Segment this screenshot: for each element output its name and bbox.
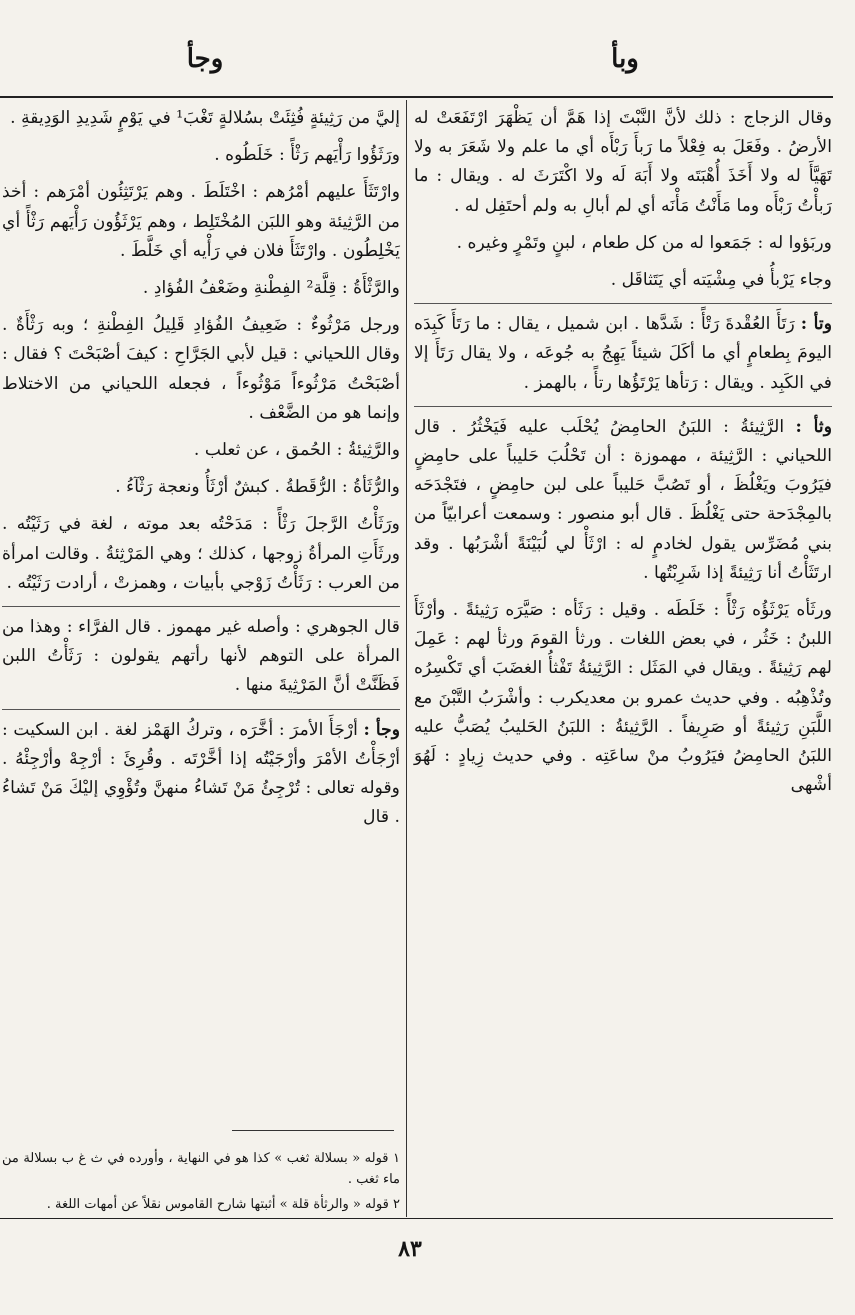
entry-root-heading: وجأ : — [363, 719, 400, 740]
paragraph-text: وربَؤوا له : جَمَعوا له من كل طعام ، لبنٍ وتَمْرٍ وغيره . — [456, 232, 832, 253]
paragraph-text: الرَّثِيئةُ : اللبَنُ الحامِضُ يُحْلَب عليه فَيَخْثُرُ . قال اللحياني : الرَّثِيئة ، مهموزة : أن تَحْلُبَ حَليباً على حامِضٍ فيَرُوبَ ويَغْلُظَ ، أو تَصُبَّ حَليباً على لبن حامِضٍ ، فتَجْدَحَه بالمِجْدَحة حتى يَغْلُظَ . قال أبو منصور : وسمعت أعرابيّاً من بني مُضَرِّس يقول لخادمٍ له : ارْثَأْ لي لُبَيْنَةً أشْرَبُها . وقد ارتَثَأْتُ أنا رَثِيئةً إذا شَرِبْتُها . — [414, 416, 832, 583]
paragraph-text: ورجل مَرْثُوءٌ : ضَعِيفُ الفُؤادِ قَلِيلُ الفِطْنةِ ؛ وبه رَثْأَةٌ . وقال اللحياني : قيل لأبي الجَرَّاحِ : كيفَ أصْبَحْتَ ؟ فقال : أصْبَحْتُ مَرْثُوءاً مَوْثُوءاً ، فجعله اللحياني من الاختلاط وإنما هو من الضَّعْف . — [2, 315, 400, 423]
footnote-2: ٢ قوله « والرثأة قلة » أثبتها شارح القاموس نقلاً عن أمهات اللغة . — [46, 1197, 400, 1212]
header-rule — [0, 96, 833, 98]
right-column — [414, 104, 832, 808]
paragraph — [2, 436, 400, 465]
footnotes — [2, 1148, 400, 1219]
paragraph-text: ورَثَأْتُ الرَّجلَ رَثْأً : مَدَحْتُه بعد موته ، لغة في رَثَيْتُه . ورثَأَتِ المرأةُ زوجها ، كذلك ؛ وهي المَرْثِئةُ . وقالت امرأة من العرب : رَثَأْتُ زَوْجي بأبيات ، وهمزتْ ، أرادت رَثَيْتُه . — [2, 514, 400, 593]
footnote-rule — [232, 1130, 394, 1131]
header-left-entry: وجأ — [186, 44, 224, 74]
paragraph — [414, 596, 832, 800]
paragraph — [2, 178, 400, 266]
paragraph-text: أرْجَأَ الأمرَ : أخَّرَه ، وتركُ الهَمْز لغة . ابن السكيت : أرْجَأْتُ الأمْرَ وأرْجَيْتُه إذا أخَّرْتَه . وقُرِئَ : أرْجِهْ وأرْجِئْهُ . وقوله تعالى : تُرْجِئُ مَنْ تَشاءُ منهنَّ وتُؤْوِي إليْكَ مَنْ تَشاءُ . قال — [2, 719, 400, 828]
paragraph-text: وقال الزجاج : ذلك لأنَّ النَّبْتَ إذا هَمَّ أن يَظْهَرَ ارْتَفَعَتْ له الأرضُ . وفَعَلَ به فِعْلاً ما رَبأَ رَبْأَه أي ما علم ولا شَعَرَ به ولا تَهَيَّأَ له ولا أَخَذَ أُهْبَتَه ولا أَبَهَ لَه ولا اكْتَرَثَ له . ويقال : ما رَبأْتُ رَبْأَه وما مَأَنْتُ مَأْنَه أي لم أبالِ به ولم أحتَفِل له . — [414, 108, 832, 216]
paragraph-text: إليَّ من رَثِيئةٍ فُثِئَتْ بسُلالةٍ تَغْبَ¹ في يَوْمٍ شَدِيدِ الوَدِيقةِ . — [10, 108, 400, 128]
entry-root-heading: وتأ : — [800, 314, 832, 335]
paragraph — [2, 606, 400, 701]
paragraph — [2, 274, 400, 303]
entry-root-heading: وثأ : — [795, 416, 833, 437]
page-number: ٨٣ — [398, 1236, 422, 1262]
paragraph-text: ورثَأه يَرْثَؤُه رَثْأً : خَلَطَه . وقيل : رَثَأه : صَيَّرَه رَثِيئةً . وأرْثَأَ اللبنُ : خَثُر ، في بعض اللغات . ورثأ القومَ ورثأ لهم : عَمِلَ لهم رَثِيئةً . ويقال في المَثَل : الرَّثِيئةُ تَفْثأُ الغضَبَ أي تَكْسِرُه وتُذْهِبُه . وفي حديث عمرو بن معديكرب : وأشْرَبُ التَّبْنَ مع اللَّبَنِ رَثِيئةً أو صَرِيفاً . الرَّثِيئةُ : اللبَنُ الحَليبُ يُصَبُّ عليه اللبَنُ الحامِضُ فيَرُوبُ منْ ساعَتِه . وفي حديث زِيادٍ : لَهُوَ أشْهى — [414, 600, 832, 796]
paragraph-text: قال الجوهري : وأصله غير مهموز . قال الفرَّاء : وهذا من المرأة على التوهم لأنها رأتهم يقولون : رَثَأْتُ اللبن فَظَنَّتْ أنَّ المَرْثِيةَ منها . — [2, 617, 400, 696]
paragraph-text: والرُّثَأةُ : الرُّقَطةُ . كبشٌ أرْثَأُ ونعجة رَثْآءُ . — [115, 477, 400, 498]
paragraph — [414, 266, 832, 295]
paragraph — [414, 229, 832, 258]
paragraph — [2, 709, 400, 833]
paragraph — [2, 510, 400, 598]
header-right-entry: وبأ — [611, 44, 639, 74]
paragraph — [2, 141, 400, 170]
paragraph — [414, 303, 832, 398]
paragraph — [2, 104, 400, 133]
paragraph — [414, 406, 832, 588]
paragraph — [2, 473, 400, 502]
footer-rule — [0, 1218, 833, 1219]
paragraph — [414, 104, 832, 221]
paragraph-text: وارْتَثَأَ عليهم أمْرُهم : اخْتَلَطَ . وهم يَرْتَثِئُون أمْرَهم : أخذ من الرَّثِيئة وهو اللبَن المُخْتَلِط ، وهم يَرْثَؤُون رَأْيَهم رَثْأً أي يَخْلِطُون . وارْتَثَأَ فلان في رَأْيه أي خَلَّطَ . — [2, 182, 400, 261]
left-column — [2, 104, 400, 840]
paragraph-text: ورَثَؤُوا رَأْيَهم رَثْأً : خَلَطُوه . — [214, 145, 400, 166]
paragraph — [2, 311, 400, 428]
paragraph-text: والرَّثْأَةُ : قِلَّة² الفِطْنةِ وضَعْفُ الفُؤادِ . — [142, 278, 400, 299]
paragraph-text: والرَّثِيئةُ : الحُمق ، عن ثعلب . — [193, 440, 400, 461]
paragraph-text: وجاء يَرْبأُ في مِشْيَته أي يَتَثاقَل . — [610, 270, 832, 291]
column-divider — [406, 100, 407, 1217]
paragraph-text: رَتَأَ العُقْدةَ رَتْأً : شَدَّها . ابن شميل ، يقال : ما رَتَأَ كَبِدَه اليومَ بِطعامٍ أي ما أكَلَ شيئاً يَهِجُ به جُوعَه ، ولا يقال رَتَأَ إلا في الكَبِد . ويقال : رَتأها يَرْتَؤُها رتأً ، بالهمز . — [414, 314, 832, 393]
footnote-1: ١ قوله « بسلالة ثغب » كذا هو في النهاية ، وأورده في ث غ ب بسلالة من ماء ثغب . — [2, 1151, 400, 1187]
